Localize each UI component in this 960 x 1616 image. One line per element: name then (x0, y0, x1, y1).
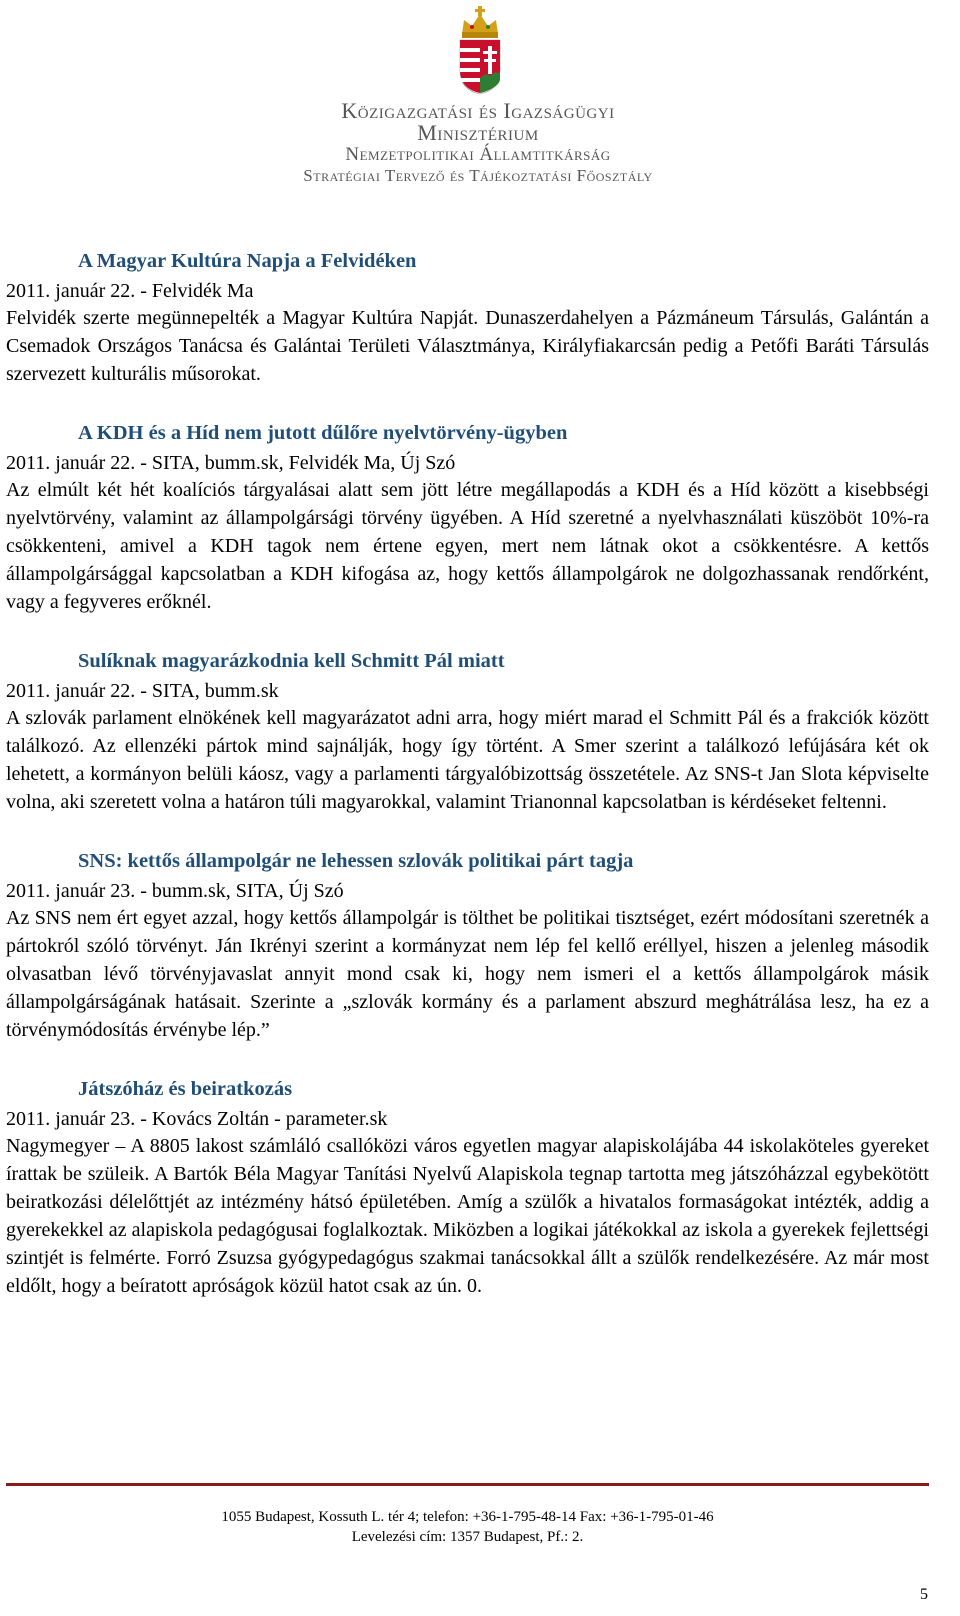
article-meta: 2011. január 23. - Kovács Zoltán - parameter.sk (6, 1108, 388, 1130)
article-meta: 2011. január 22. - Felvidék Ma (6, 280, 254, 302)
ministry-line-4: Stratégiai Tervező és Tájékoztatási Főosztály (303, 166, 653, 185)
news-list (6, 248, 929, 1332)
footer-mail-address: Levelezési cím: 1357 Budapest, Pf.: 2. (351, 1529, 584, 1545)
article (6, 248, 929, 388)
article-meta: 2011. január 23. - bumm.sk, SITA, Új Szó (6, 880, 344, 902)
article-title: A KDH és a Híd nem jutott dűlőre nyelvtörvény-ügyben (78, 422, 568, 444)
footer-address: 1055 Budapest, Kossuth L. tér 4; telefon: +36-1-795-48-14 Fax: +36-1-795-01-46 (221, 1509, 714, 1525)
article-body: Felvidék szerte megünnepelték a Magyar Kultúra Napját. Dunaszerdahelyen a Pázmáneum Társulás, Galántán a Csemadok Országos Tanácsa és Galántai Területi Választmánya, Királyfiakarcsán pedig a Petőfi Baráti Társulás szervezett kulturális műsorokat. (6, 307, 929, 385)
article (6, 648, 929, 816)
ministry-line-1: Közigazgatási és Igazságügyi (341, 98, 615, 123)
article-meta: 2011. január 22. - SITA, bumm.sk, Felvidék Ma, Új Szó (6, 452, 456, 474)
footer (0, 1507, 935, 1547)
article-body: Az elmúlt két hét koalíciós tárgyalásai alatt sem jött létre megállapodás a KDH és a Híd között a kisebbségi nyelvtörvény, valamint az állampolgársági törvény ügyében. A Híd szeretné a nyelvhasználati küszöböt 10%-ra csökkenteni, amivel a KDH tagok nem értene egyen, mert nem látnak okot a csökkentésre. A kettős állampolgársággal kapcsolatban a KDH kifogása az, hogy kettős állampolgárok ne dolgozhassanak rendőrként, vagy a fegyveres erőknél. (6, 479, 929, 613)
page-number: 5 (920, 1586, 928, 1603)
article-title: SNS: kettős állampolgár ne lehessen szlovák politikai párt tagja (78, 850, 634, 872)
article-meta: 2011. január 22. - SITA, bumm.sk (6, 680, 279, 702)
article (6, 1076, 929, 1300)
article (6, 848, 929, 1044)
article-body: Az SNS nem ért egyet azzal, hogy kettős állampolgár is tölthet be politikai tisztséget, ezért módosítani szeretnék a pártokról szóló törvényt. Ján Ikrényi szerint a kormányzat nem lép fel kellő eréllyel, hiszen a jelenleg második olvasatban lévő törvényjavaslat annyit mond csak ki, hogy nem ismeri el a kettős állampolgárok másik állampolgárságának hatásait. Szerinte a „szlovák kormány és a parlament abszurd meghátrálása lesz, ha ez a törvénymódosítás érvénybe lép.” (6, 907, 929, 1041)
ministry-line-3: Nemzetpolitikai Államtitkárság (345, 144, 611, 165)
ministry-name (258, 100, 698, 187)
ministry-line-2: Minisztérium (417, 120, 539, 145)
letterhead (0, 0, 960, 200)
article-title: Játszóház és beiratkozás (78, 1078, 293, 1100)
article-title: Sulíknak magyarázkodnia kell Schmitt Pál miatt (78, 650, 505, 672)
article (6, 420, 929, 616)
footer-divider (6, 1483, 929, 1486)
article-body: Nagymegyer – A 8805 lakost számláló csallóközi város egyetlen magyar alapiskolájába 44 iskolaköteles gyereket írattak be szüleik. A Bartók Béla Magyar Tanítási Nyelvű Alapiskola tegnap tartotta meg játszóházzal egybekötött beiratkozási délelőttjét az intézmény hátsó épületében. Amíg a szülők a hivatalos formaságokat intézték, addig a gyerekekkel az alapiskola pedagógusai foglalkoztak. Miközben a logikai játékokkal az iskola a gyerekek fejlettségi szintjét is felmérte. Forró Zsuzsa gyógypedagógus szakmai tanácsokkal állt a szülők rendelkezésére. Az már most eldőlt, hogy a beíratott apróságok közül hatot csak az ún. 0. (6, 1135, 929, 1297)
article-body: A szlovák parlament elnökének kell magyarázatot adni arra, hogy miért marad el Schmitt Pál és a frakciók között találkozó. Az ellenzéki pártok mind sajnálják, hogy így történt. A Smer szerint a találkozó lefújására két ok lehetett, a kormányon belüli káosz, vagy a parlamenti tárgyalóbizottság összetétele. Az SNS-t Jan Slota képviselte volna, aki szeretett volna a határon túli magyarokkal, valamint Trianonnal kapcsolatban is kérdéseket feltenni. (6, 707, 929, 813)
article-title: A Magyar Kultúra Napja a Felvidéken (78, 250, 417, 272)
hungarian-coat-of-arms-icon (452, 4, 508, 96)
